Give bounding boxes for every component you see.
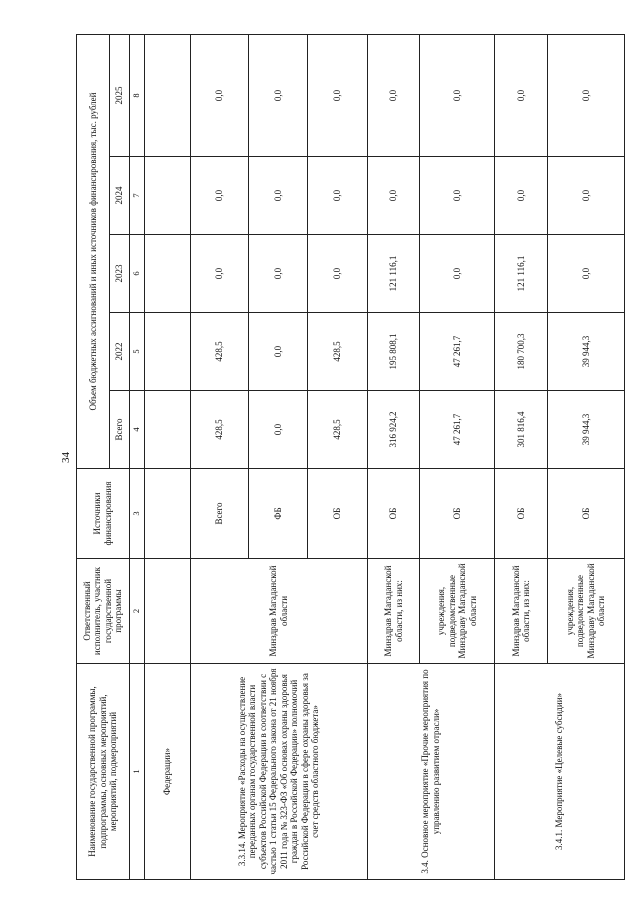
row-value: 39 944,3: [547, 391, 624, 469]
row-value: 0,0: [547, 35, 624, 157]
row-value: 0,0: [248, 313, 307, 391]
row-value: 0,0: [190, 35, 248, 157]
row-value: 121 116,1: [495, 235, 548, 313]
column-number: 6: [129, 235, 144, 313]
header-source: Источники финансирования: [77, 469, 130, 559]
row-value: 0,0: [248, 391, 307, 469]
row-value: 0,0: [190, 157, 248, 235]
row-source: [144, 469, 190, 559]
row-name: 3.3.14. Мероприятие «Расходы на осуществление переданных органам государственной власти субъектов Российской Федерации в соответствии с частью 1 статьи 15 Федерального закона от 21 ноября 2011 года № 323-ФЗ «Об основах охраны здоровья граждан в Российской Федерации» полномочий Российской Федерации в сфере охраны здоровья за счет средств областного бюджета»: [190, 664, 367, 880]
column-number: 2: [129, 559, 144, 664]
row-executor: Минздрав Магаданской области, из них:: [367, 559, 420, 664]
table-row: [190, 35, 248, 880]
row-value: 195 808,1: [367, 313, 420, 391]
row-value: 0,0: [308, 157, 367, 235]
row-value: 428,5: [190, 313, 248, 391]
column-number: 3: [129, 469, 144, 559]
row-value: 0,0: [248, 235, 307, 313]
row-source: ОБ: [308, 469, 367, 559]
column-number: 5: [129, 313, 144, 391]
row-value: 0,0: [495, 35, 548, 157]
column-number-row: [129, 35, 144, 880]
table-row: [367, 35, 420, 880]
row-value: 0,0: [420, 235, 495, 313]
header-year: 2022: [109, 313, 129, 391]
row-value: 0,0: [420, 157, 495, 235]
header-year: 2025: [109, 35, 129, 157]
row-value: 39 944,3: [547, 313, 624, 391]
row-value: 316 924,2: [367, 391, 420, 469]
row-value: 180 700,3: [495, 313, 548, 391]
column-number: 8: [129, 35, 144, 157]
row-executor: учреждения, подведомственные Минздраву Магаданской области: [420, 559, 495, 664]
row-value: 0,0: [308, 235, 367, 313]
row-name: Федерации»: [144, 664, 190, 880]
row-name: 3.4.1. Мероприятие «Целевые субсидии»: [495, 664, 625, 880]
header-year: 2023: [109, 235, 129, 313]
row-executor: учреждения, подведомственные Минздраву Магаданской области: [547, 559, 624, 664]
row-source: ФБ: [248, 469, 307, 559]
row-value: 47 261,7: [420, 313, 495, 391]
row-source: ОБ: [495, 469, 548, 559]
row-source: ОБ: [420, 469, 495, 559]
row-executor: [144, 559, 190, 664]
column-number: 1: [129, 664, 144, 880]
row-value: 0,0: [367, 35, 420, 157]
row-value: [144, 35, 190, 157]
header-total: Всего: [109, 391, 129, 469]
row-value: [144, 235, 190, 313]
header-row-1: [77, 35, 110, 880]
row-value: 428,5: [308, 313, 367, 391]
row-value: 0,0: [190, 235, 248, 313]
row-value: 0,0: [420, 35, 495, 157]
row-name: 3.4. Основное мероприятие «Прочие мероприятия по управлению развитием отрасли»: [367, 664, 495, 880]
header-funding: Объем бюджетных ассигнований и иных источников финансирования, тыс. рублей: [77, 35, 110, 469]
rotated-content: [60, 35, 625, 880]
column-number: 7: [129, 157, 144, 235]
row-value: 0,0: [248, 157, 307, 235]
row-value: 301 816,4: [495, 391, 548, 469]
header-year: 2024: [109, 157, 129, 235]
table-row: [144, 35, 190, 880]
row-executor: Минздрав Магаданской области: [190, 559, 367, 664]
row-value: 0,0: [495, 157, 548, 235]
row-value: 0,0: [367, 157, 420, 235]
row-value: 0,0: [248, 35, 307, 157]
table-row: [495, 35, 548, 880]
row-source: Всего: [190, 469, 248, 559]
row-value: 47 261,7: [420, 391, 495, 469]
row-value: 428,5: [308, 391, 367, 469]
row-value: 0,0: [547, 157, 624, 235]
row-value: 428,5: [190, 391, 248, 469]
funding-table: [76, 34, 625, 880]
header-name: Наименование государственной программы, подпрограммы, основных мероприятий, мероприятий, подмероприятий: [77, 664, 130, 880]
row-value: [144, 391, 190, 469]
row-source: ОБ: [367, 469, 420, 559]
row-value: 0,0: [547, 235, 624, 313]
row-value: [144, 313, 190, 391]
row-value: 0,0: [308, 35, 367, 157]
row-value: 121 116,1: [367, 235, 420, 313]
page-number: 34: [60, 452, 72, 463]
column-number: 4: [129, 391, 144, 469]
header-executor: Ответственный исполнитель, участник государственной программы: [77, 559, 130, 664]
row-source: ОБ: [547, 469, 624, 559]
row-value: [144, 157, 190, 235]
row-executor: Минздрав Магаданской области, из них:: [495, 559, 548, 664]
